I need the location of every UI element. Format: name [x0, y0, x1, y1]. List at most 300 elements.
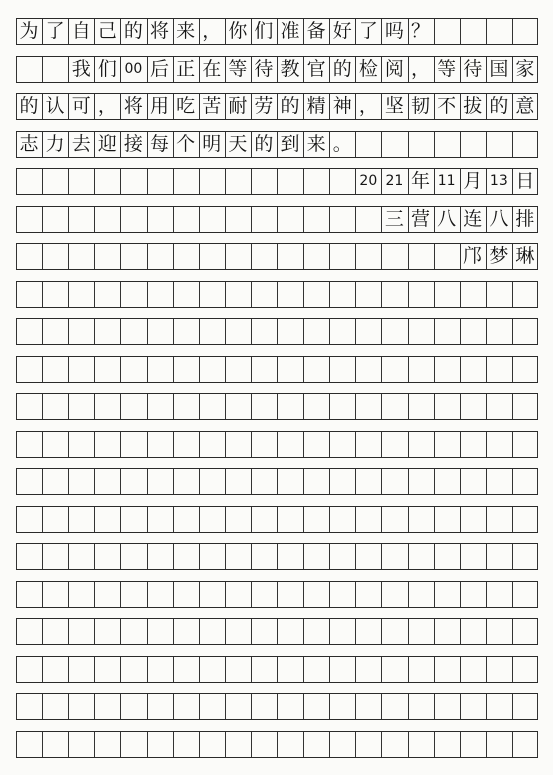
grid-cell: [68, 544, 94, 569]
grid-cell: [277, 432, 303, 457]
character: 认: [45, 95, 65, 117]
grid-cell: [381, 619, 407, 644]
grid-cell: [225, 582, 251, 607]
character: 志: [19, 132, 39, 155]
grid-cell: [355, 244, 381, 269]
grid-cell: [68, 432, 94, 457]
grid-cell: [173, 469, 199, 494]
grid-cell: [199, 469, 225, 494]
grid-cell: [16, 619, 42, 644]
grid-cell: [42, 432, 68, 457]
grid-cell: [408, 657, 434, 682]
grid-cell: [408, 282, 434, 307]
grid-cell: [199, 619, 225, 644]
grid-cell: [199, 282, 225, 307]
character: 00: [124, 60, 143, 77]
character: 排: [515, 207, 535, 230]
grid-cell: [381, 507, 407, 532]
character: [42, 56, 68, 83]
grid-cell: [303, 507, 329, 532]
grid-cell: [434, 657, 460, 682]
character: 拔: [463, 95, 483, 117]
grid-cell: [199, 244, 225, 269]
character: 将: [150, 20, 170, 42]
character: 自: [71, 20, 91, 42]
grid-cell: [355, 207, 381, 232]
grid-cell: [303, 694, 329, 719]
character: 迎: [97, 132, 117, 155]
grid-cell: [199, 732, 225, 757]
grid-cell: [68, 357, 94, 382]
grid-cell: [42, 544, 68, 569]
grid-cell: [16, 244, 42, 269]
grid-cell: [199, 694, 225, 719]
grid-cell: [460, 507, 486, 532]
grid-cell: [16, 357, 42, 382]
grid-cell: [68, 169, 94, 194]
grid-cell: [225, 694, 251, 719]
grid-cell: [68, 619, 94, 644]
character: 检: [358, 57, 378, 80]
grid-row: [16, 543, 538, 570]
character: 13: [489, 173, 508, 189]
grid-cell: [199, 357, 225, 382]
grid-cell: [329, 544, 355, 569]
character: 的: [280, 95, 300, 117]
grid-cell: [355, 319, 381, 344]
grid-cell: [303, 169, 329, 194]
character: 连: [463, 207, 483, 230]
grid-cell: [460, 357, 486, 382]
grid-cell: [147, 657, 173, 682]
grid-row: [16, 431, 538, 458]
character: 待: [254, 57, 274, 80]
grid-cell: [173, 544, 199, 569]
grid-cell: [329, 244, 355, 269]
grid-row: [16, 618, 538, 645]
grid-row: [16, 318, 538, 345]
grid-cell: [277, 319, 303, 344]
grid-cell: [173, 319, 199, 344]
grid-cell: [42, 582, 68, 607]
grid-row: [16, 281, 538, 308]
grid-cell: [381, 244, 407, 269]
grid-cell: [225, 657, 251, 682]
grid-cell: [94, 244, 120, 269]
grid-cell: [303, 432, 329, 457]
grid-cell: [329, 357, 355, 382]
grid-cell: [173, 582, 199, 607]
character: 好: [332, 20, 352, 42]
grid-cell: [173, 282, 199, 307]
grid-row: [16, 393, 538, 420]
grid-cell: [434, 282, 460, 307]
character: 每: [150, 132, 170, 155]
grid-cell: [486, 657, 512, 682]
grid-cell: [434, 732, 460, 757]
grid-cell: [94, 469, 120, 494]
grid-cell: [16, 207, 42, 232]
grid-cell: [120, 544, 146, 569]
character: 个: [176, 132, 196, 155]
character: 月: [463, 170, 483, 192]
grid-cell: [303, 619, 329, 644]
grid-cell: [486, 544, 512, 569]
grid-cell: [120, 469, 146, 494]
grid-cell: [512, 469, 538, 494]
grid-cell: [68, 582, 94, 607]
grid-cell: [408, 319, 434, 344]
grid-cell: [225, 507, 251, 532]
grid-cell: [199, 169, 225, 194]
grid-cell: [512, 319, 538, 344]
grid-cell: [68, 244, 94, 269]
grid-cell: [381, 282, 407, 307]
character: ，: [411, 57, 431, 80]
character: 神: [332, 95, 352, 117]
grid-cell: [16, 432, 42, 457]
grid-cell: [147, 582, 173, 607]
grid-cell: [434, 394, 460, 419]
grid-cell: [225, 394, 251, 419]
character: 坚: [384, 95, 404, 117]
grid-row: [16, 356, 538, 383]
character: 待: [463, 57, 483, 80]
grid-cell: [16, 732, 42, 757]
grid-cell: [94, 582, 120, 607]
grid-cell: [408, 357, 434, 382]
grid-cell: [199, 207, 225, 232]
grid-cell: [303, 319, 329, 344]
grid-cell: [408, 544, 434, 569]
grid-cell: [460, 657, 486, 682]
character: 了: [45, 20, 65, 42]
grid-cell: [147, 507, 173, 532]
grid-cell: [460, 282, 486, 307]
grid-cell: [355, 732, 381, 757]
grid-cell: [16, 657, 42, 682]
character: 到: [280, 132, 300, 155]
grid-cell: [277, 582, 303, 607]
character: ，: [358, 95, 378, 117]
grid-cell: [303, 582, 329, 607]
grid-row: [16, 656, 538, 683]
grid-cell: [381, 132, 407, 157]
grid-cell: [42, 169, 68, 194]
grid-cell: [277, 732, 303, 757]
grid-cell: [147, 207, 173, 232]
grid-cell: [225, 544, 251, 569]
grid-cell: [408, 244, 434, 269]
grid-cell: [147, 319, 173, 344]
grid-cell: [381, 394, 407, 419]
grid-cell: [16, 582, 42, 607]
grid-cell: [486, 394, 512, 419]
grid-cell: [355, 582, 381, 607]
character: 的: [254, 132, 274, 155]
grid-cell: [512, 732, 538, 757]
grid-row: [16, 731, 538, 758]
grid-cell: [277, 544, 303, 569]
grid-cell: [277, 469, 303, 494]
grid-cell: [16, 169, 42, 194]
grid-cell: [512, 432, 538, 457]
grid-cell: [251, 619, 277, 644]
grid-cell: [147, 169, 173, 194]
grid-cell: [251, 544, 277, 569]
grid-cell: [460, 19, 486, 44]
character: 的: [332, 57, 352, 80]
grid-cell: [329, 169, 355, 194]
grid-cell: [173, 244, 199, 269]
grid-cell: [225, 619, 251, 644]
grid-cell: [251, 432, 277, 457]
character: 年: [411, 170, 431, 192]
grid-cell: [277, 282, 303, 307]
grid-cell: [434, 582, 460, 607]
grid-cell: [42, 357, 68, 382]
character: 将: [123, 95, 143, 117]
grid-cell: [251, 169, 277, 194]
grid-cell: [303, 244, 329, 269]
character: ，: [202, 20, 222, 42]
grid-cell: [94, 432, 120, 457]
grid-cell: [434, 432, 460, 457]
grid-cell: [460, 132, 486, 157]
grid-cell: [120, 244, 146, 269]
character: 来: [306, 132, 326, 155]
grid-cell: [408, 619, 434, 644]
grid-cell: [94, 657, 120, 682]
grid-cell: [355, 544, 381, 569]
grid-cell: [120, 169, 146, 194]
grid-cell: [303, 394, 329, 419]
grid-cell: [355, 507, 381, 532]
grid-cell: [434, 694, 460, 719]
grid-cell: [303, 732, 329, 757]
grid-cell: [120, 619, 146, 644]
grid-cell: [460, 319, 486, 344]
grid-cell: [94, 169, 120, 194]
character: 日: [515, 170, 535, 192]
character: 接: [123, 132, 143, 155]
grid-cell: [94, 319, 120, 344]
grid-cell: [381, 582, 407, 607]
grid-cell: [408, 432, 434, 457]
grid-cell: [251, 507, 277, 532]
grid-cell: [173, 394, 199, 419]
grid-cell: [486, 319, 512, 344]
grid-cell: [42, 657, 68, 682]
character: 。: [332, 132, 352, 155]
grid-cell: [251, 657, 277, 682]
character: 阅: [384, 57, 404, 80]
grid-cell: [147, 394, 173, 419]
grid-cell: [434, 507, 460, 532]
grid-row: [16, 581, 538, 608]
grid-cell: [120, 357, 146, 382]
grid-cell: [460, 469, 486, 494]
character: ，: [97, 95, 117, 117]
grid-cell: [225, 357, 251, 382]
grid-cell: [486, 582, 512, 607]
grid-cell: [460, 544, 486, 569]
grid-cell: [408, 582, 434, 607]
grid-cell: [486, 694, 512, 719]
character: 梦: [489, 245, 509, 267]
grid-cell: [381, 544, 407, 569]
grid-cell: [94, 544, 120, 569]
character: 可: [71, 95, 91, 117]
grid-row: [16, 506, 538, 533]
character: 你: [228, 20, 248, 42]
grid-cell: [486, 732, 512, 757]
grid-cell: [460, 432, 486, 457]
grid-cell: [42, 732, 68, 757]
character: 国: [489, 57, 509, 80]
grid-cell: [381, 432, 407, 457]
character: 等: [437, 57, 457, 80]
grid-cell: [42, 619, 68, 644]
grid-cell: [303, 544, 329, 569]
character: 21: [385, 173, 404, 189]
grid-cell: [68, 507, 94, 532]
grid-cell: [329, 507, 355, 532]
grid-cell: [408, 732, 434, 757]
grid-cell: [277, 619, 303, 644]
character: 意: [515, 95, 535, 117]
grid-cell: [68, 469, 94, 494]
grid-cell: [68, 207, 94, 232]
grid-cell: [225, 319, 251, 344]
grid-cell: [251, 582, 277, 607]
grid-cell: [381, 469, 407, 494]
grid-cell: [42, 694, 68, 719]
grid-cell: [68, 394, 94, 419]
character: 的: [489, 95, 509, 117]
grid-cell: [329, 619, 355, 644]
grid-cell: [277, 657, 303, 682]
grid-cell: [277, 207, 303, 232]
grid-cell: [173, 432, 199, 457]
character: 三: [384, 207, 404, 230]
grid-cell: [120, 657, 146, 682]
grid-cell: [408, 507, 434, 532]
grid-cell: [355, 469, 381, 494]
grid-cell: [381, 732, 407, 757]
grid-cell: [42, 207, 68, 232]
grid-cell: [120, 732, 146, 757]
grid-cell: [460, 694, 486, 719]
character: ？: [411, 20, 431, 42]
character: 等: [228, 57, 248, 80]
grid-cell: [173, 357, 199, 382]
grid-cell: [16, 282, 42, 307]
grid-cell: [199, 544, 225, 569]
character: 官: [306, 57, 326, 80]
grid-cell: [355, 282, 381, 307]
character: 正: [176, 57, 196, 80]
grid-cell: [512, 619, 538, 644]
grid-cell: [94, 694, 120, 719]
grid-cell: [147, 544, 173, 569]
grid-cell: [329, 207, 355, 232]
character: 八: [489, 207, 509, 230]
grid-cell: [173, 657, 199, 682]
grid-cell: [486, 507, 512, 532]
grid-cell: [408, 132, 434, 157]
grid-cell: [434, 619, 460, 644]
grid-cell: [381, 694, 407, 719]
grid-cell: [173, 694, 199, 719]
grid-cell: [16, 319, 42, 344]
grid-cell: [460, 732, 486, 757]
grid-cell: [512, 132, 538, 157]
grid-cell: [173, 732, 199, 757]
grid-cell: [329, 319, 355, 344]
grid-cell: [277, 244, 303, 269]
grid-cell: [94, 394, 120, 419]
grid-cell: [16, 544, 42, 569]
grid-cell: [355, 432, 381, 457]
grid-cell: [120, 319, 146, 344]
grid-cell: [329, 432, 355, 457]
grid-cell: [512, 657, 538, 682]
grid-cell: [199, 432, 225, 457]
grid-cell: [225, 207, 251, 232]
character: 教: [280, 57, 300, 80]
grid-cell: [42, 469, 68, 494]
grid-cell: [173, 619, 199, 644]
grid-cell: [251, 394, 277, 419]
character: 耐: [228, 95, 248, 117]
grid-cell: [199, 507, 225, 532]
grid-cell: [120, 282, 146, 307]
grid-cell: [355, 619, 381, 644]
grid-cell: [486, 432, 512, 457]
grid-cell: [94, 619, 120, 644]
character: 八: [437, 207, 457, 230]
grid-cell: [434, 544, 460, 569]
grid-cell: [408, 394, 434, 419]
grid-cell: [94, 282, 120, 307]
character: 的: [19, 95, 39, 117]
grid-cell: [94, 357, 120, 382]
grid-cell: [147, 357, 173, 382]
grid-cell: [512, 694, 538, 719]
grid-cell: [68, 319, 94, 344]
character: 吃: [176, 95, 196, 117]
character: 们: [97, 57, 117, 80]
grid-cell: [355, 694, 381, 719]
grid-cell: [225, 169, 251, 194]
grid-cell: [225, 282, 251, 307]
grid-cell: [512, 394, 538, 419]
grid-cell: [329, 732, 355, 757]
character: 劳: [254, 95, 274, 117]
grid-cell: [434, 244, 460, 269]
grid-cell: [120, 394, 146, 419]
grid-cell: [173, 169, 199, 194]
character: 营: [411, 207, 431, 230]
grid-cell: [486, 132, 512, 157]
character: 20: [359, 173, 378, 189]
grid-cell: [355, 357, 381, 382]
grid-cell: [512, 357, 538, 382]
grid-cell: [147, 244, 173, 269]
grid-cell: [486, 19, 512, 44]
grid-cell: [277, 357, 303, 382]
